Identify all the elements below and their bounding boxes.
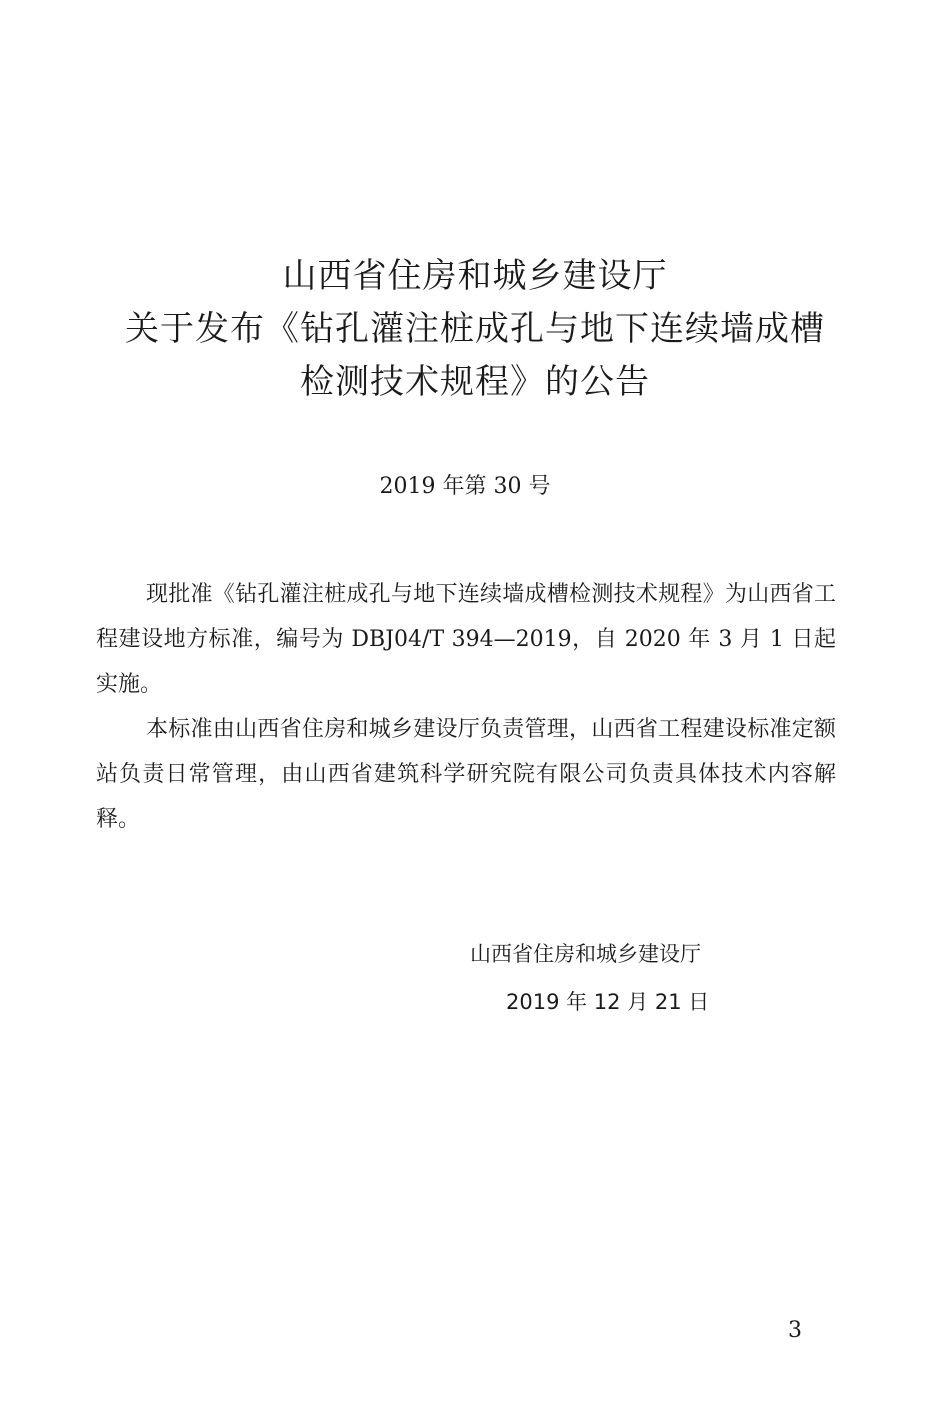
page-number: 3: [788, 1318, 802, 1343]
signature-department: 山西省住房和城乡建设厅: [470, 942, 701, 966]
paragraph-approval: 现批准《钻孔灌注桩成孔与地下连续墙成槽检测技术规程》为山西省工程建设地方标准，编号为 DBJ04/T 394—2019，自 2020 年 3 月 1 日起实施。: [96, 582, 836, 697]
signature-date: 2019 年 12 月 21 日: [506, 990, 710, 1014]
paragraph-management: 本标准由山西省住房和城乡建设厅负责管理，山西省工程建设标准定额站负责日常管理，由山西省建筑科学研究院有限公司负责具体技术内容解释。: [96, 717, 836, 832]
title-line-subject-end: 检测技术规程》的公告: [300, 362, 650, 402]
announcement-number: 2019 年第 30 号: [379, 474, 551, 499]
announcement-body: [96, 572, 836, 842]
announcement-title: [0, 250, 950, 409]
title-line-issuer: 山西省住房和城乡建设厅: [282, 256, 668, 296]
title-line-subject: 关于发布《钻孔灌注桩成孔与地下连续墙成槽: [125, 309, 825, 349]
